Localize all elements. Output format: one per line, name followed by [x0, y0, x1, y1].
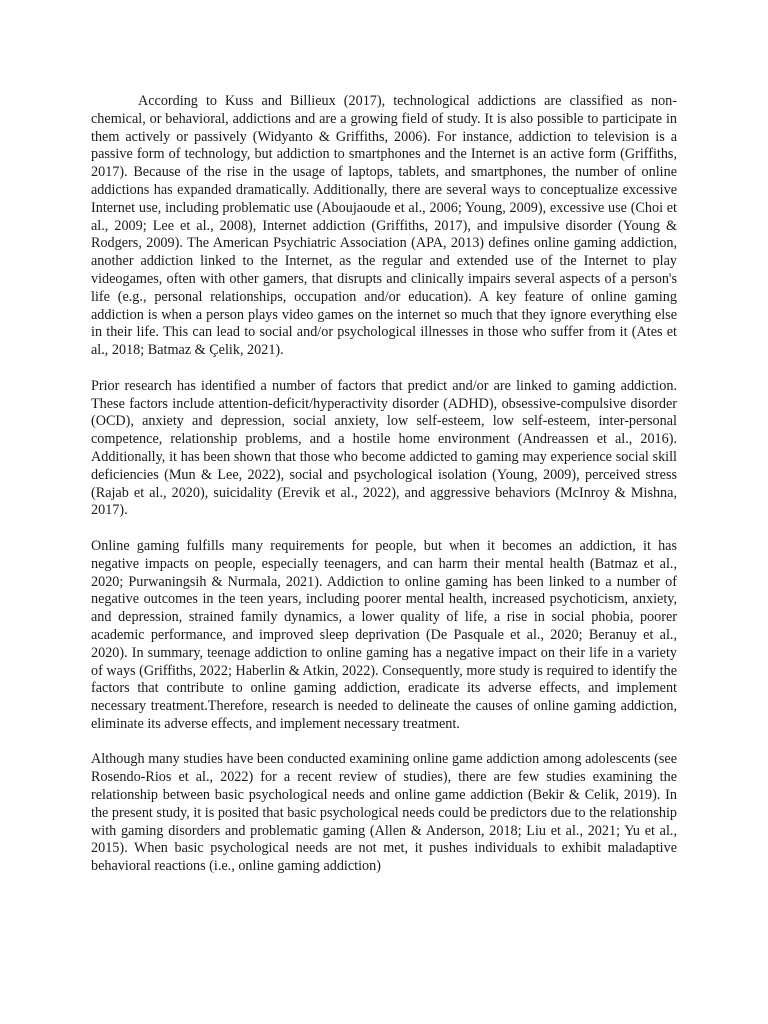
paragraph-psychological-needs: Although many studies have been conducted examining online game addiction among adolescents (see Rosendo-Rios et al., 2022) for a recent review of studies), there are few studies examining the relationship between basic psychological needs and online game addiction (Bekir & Celik, 2019). In the present study, it is posited that basic psychological needs could be predictors due to the relationship with gaming disorders and problematic gaming (Allen & Anderson, 2018; Liu et al., 2021; Yu et al., 2015). When basic psychological needs are not met, it pushes individuals to exhibit maladaptive behavioral reactions (i.e., online gaming addiction)	[91, 751, 677, 875]
paragraph-technological-addictions: According to Kuss and Billieux (2017), technological addictions are classified as non-chemical, or behavioral, addictions and are a growing field of study. It is also possible to participate in them actively or passively (Widyanto & Griffiths, 2006). For instance, addiction to television is a passive form of technology, but addiction to smartphones and the Internet is an active form (Griffiths, 2017). Because of the rise in the usage of laptops, tablets, and smartphones, the number of online addictions has expanded dramatically. Additionally, there are several ways to conceptualize excessive Internet use, including problematic use (Aboujaoude et al., 2006; Young, 2009), excessive use (Choi et al., 2009; Lee et al., 2008), Internet addiction (Griffiths, 2017), and impulsive disorder (Young & Rodgers, 2009). The American Psychiatric Association (APA, 2013) defines online gaming addiction, another addiction linked to the Internet, as the regular and extended use of the Internet to play videogames, often with other gamers, that disrupts and clinically impairs several aspects of a person's life (e.g., personal relationships, occupation and/or education). A key feature of online gaming addiction is when a person plays video games on the internet so much that they ignore everything else in their life. This can lead to social and/or psychological illnesses in those who suffer from it (Ates et al., 2018; Batmaz & Çelik, 2021).	[91, 93, 677, 359]
document-page	[91, 93, 677, 894]
paragraph-predictive-factors: Prior research has identified a number of factors that predict and/or are linked to gaming addiction. These factors include attention-deficit/hyperactivity disorder (ADHD), obsessive-compulsive disorder (OCD), anxiety and depression, social anxiety, low self-esteem, low self-esteem, inter-personal competence, relationship problems, and a hostile home environment (Andreassen et al., 2016). Additionally, it has been shown that those who become addicted to gaming may experience social skill deficiencies (Mun & Lee, 2022), social and psychological isolation (Young, 2009), perceived stress (Rajab et al., 2020), suicidality (Erevik et al., 2022), and aggressive behaviors (McInroy & Mishna, 2017).	[91, 377, 677, 519]
paragraph-negative-impacts: Online gaming fulfills many requirements for people, but when it becomes an addiction, it has negative impacts on people, especially teenagers, and can harm their mental health (Batmaz et al., 2020; Purwaningsih & Nurmala, 2021). Addiction to online gaming has been linked to a number of negative outcomes in the teen years, including poorer mental health, increased psychoticism, anxiety, and depression, strained family dynamics, a lower quality of life, a rise in social phobia, poorer academic performance, and improved sleep deprivation (De Pasquale et al., 2020; Beranuy et al., 2020). In summary, teenage addiction to online gaming has a negative impact on their life in a variety of ways (Griffiths, 2022; Haberlin & Atkin, 2022). Consequently, more study is required to identify the factors that contribute to online gaming addiction, eradicate its adverse effects, and implement necessary treatment.Therefore, research is needed to delineate the causes of online gaming addiction, eliminate its adverse effects, and implement necessary treatment.	[91, 537, 677, 732]
